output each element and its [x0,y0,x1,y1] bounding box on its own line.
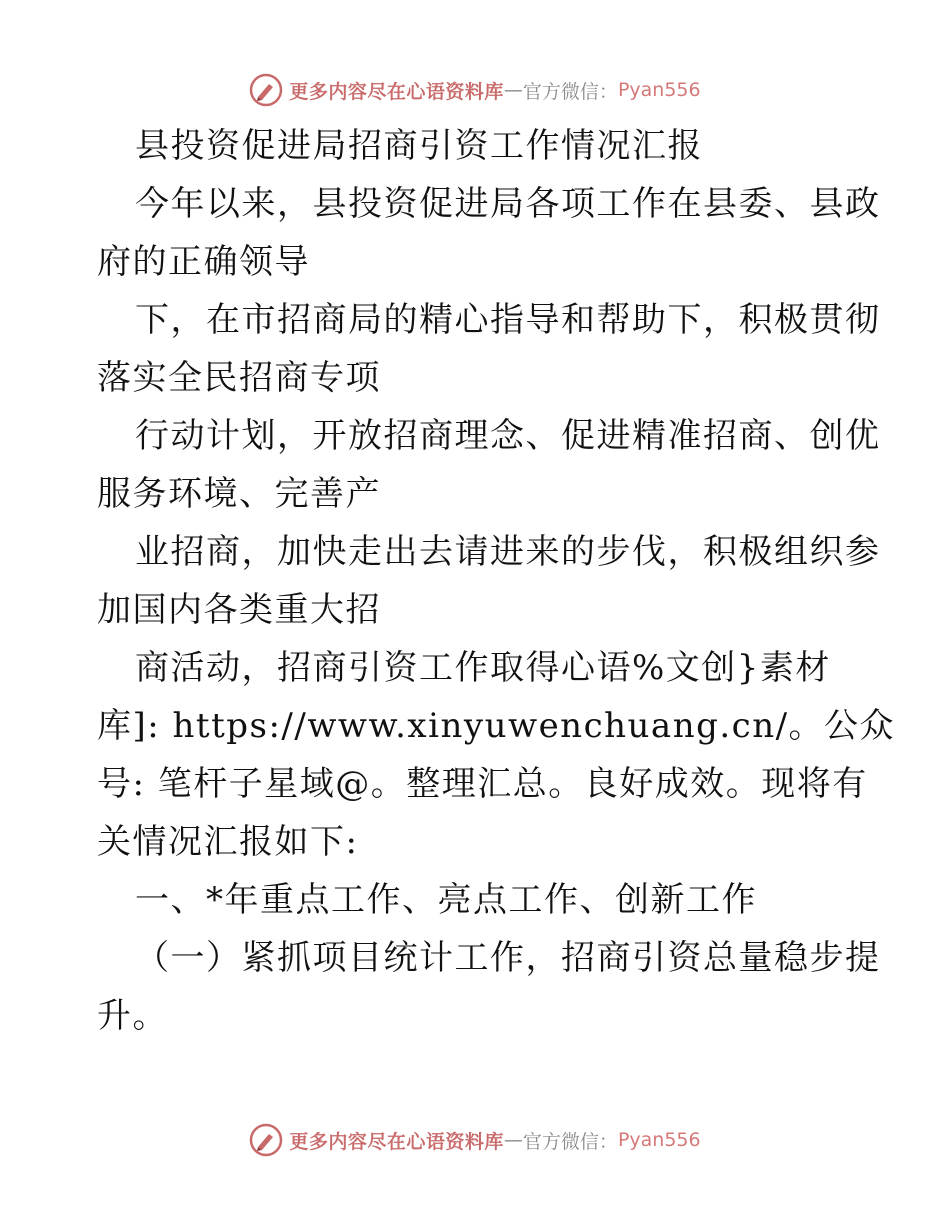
paragraph-line: 业招商，加快走出去请进来的步伐，积极组织参 [135,532,881,572]
watermark-header [0,70,950,110]
watermark-brand: 更多内容尽在心语资料库 [289,1130,504,1153]
paragraph-line: 今年以来，县投资促进局各项工作在县委、县政 [135,184,881,224]
watermark-separator: — [503,79,523,101]
paragraph-line: 下，在市招商局的精心指导和帮助下，积极贯彻 [135,300,881,340]
paragraph-line: 升。 [97,996,168,1036]
pen-logo-icon [249,73,283,107]
watermark-wechat-label: 官方微信： [522,80,618,103]
paragraph-line: 商活动，招商引资工作取得心语%文创}素材 [135,648,831,688]
paragraph-line: 加国内各类重大招 [97,590,381,630]
watermark-brand: 更多内容尽在心语资料库 [289,80,504,103]
pen-logo-icon [249,1123,283,1157]
paragraph-line: 库]: https://www.xinyuwenchuang.cn/。公众 [97,706,896,746]
watermark-wechat-id: Pyan556 [617,79,701,101]
paragraph-line: 行动计划，开放招商理念、促进精准招商、创优 [135,416,881,456]
paragraph-line: 关情况汇报如下: [97,822,359,862]
paragraph-line: 服务环境、完善产 [97,474,381,514]
paragraph-line: 号: 笔杆子星域@。整理汇总。良好成效。现将有 [97,764,868,804]
watermark-separator: — [503,1129,523,1151]
paragraph-line: 府的正确领导 [97,242,310,282]
subsection-heading: （一）紧抓项目统计工作，招商引资总量稳步提 [135,938,881,978]
watermark-footer [0,1120,950,1160]
watermark-wechat-id: Pyan556 [617,1129,701,1151]
document-body [97,117,896,1045]
paragraph-line: 落实全民招商专项 [97,358,381,398]
section-heading: 一、*年重点工作、亮点工作、创新工作 [135,880,757,920]
document-title: 县投资促进局招商引资工作情况汇报 [135,126,703,166]
watermark-wechat-label: 官方微信： [522,1130,618,1153]
